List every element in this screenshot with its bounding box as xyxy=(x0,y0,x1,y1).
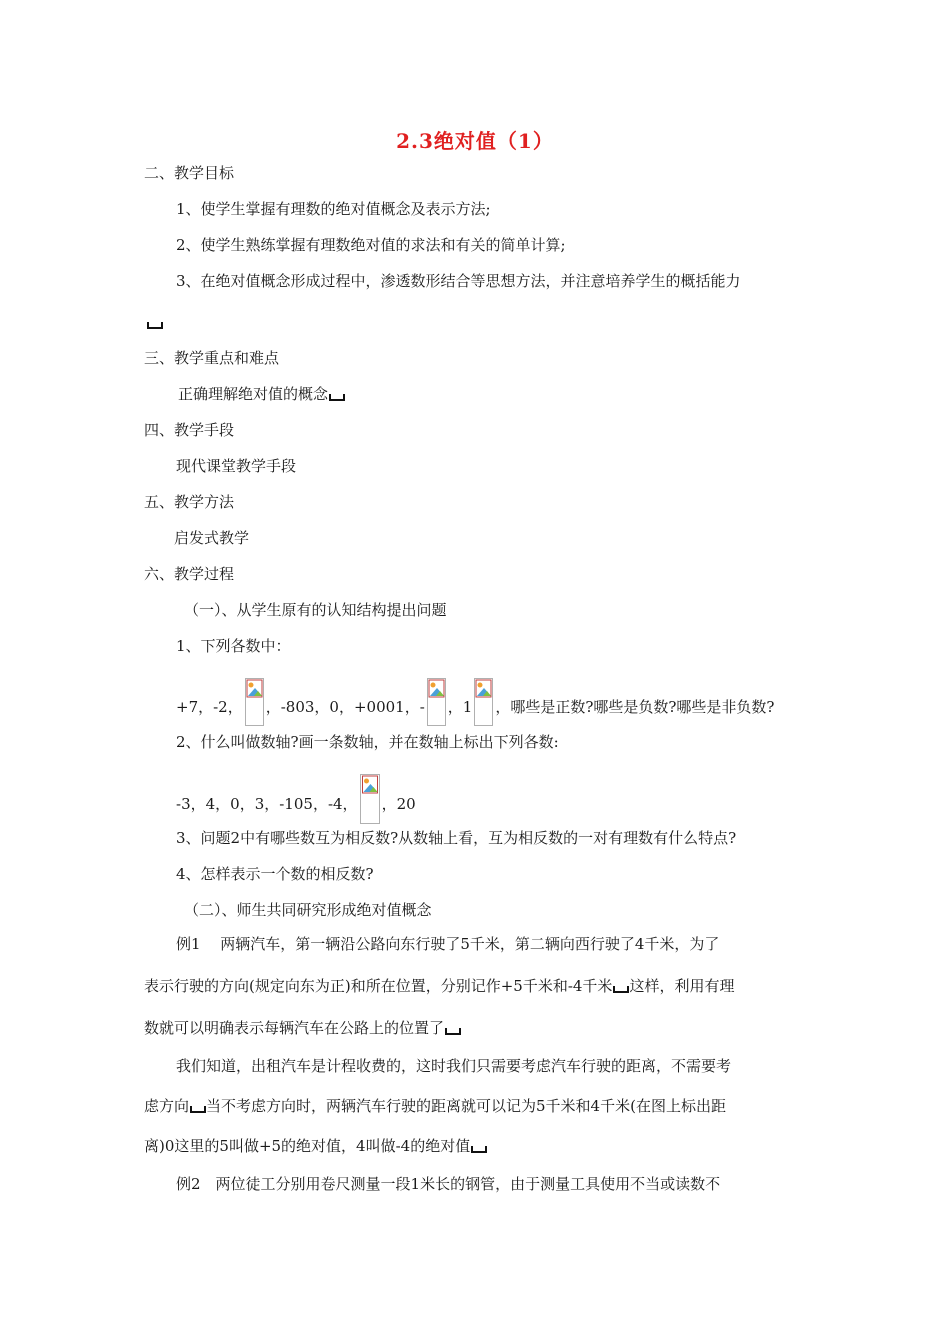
period-mark xyxy=(613,986,629,993)
means-text: 现代课堂教学手段 xyxy=(176,457,297,475)
question-2-numbers: -3，4，0，3，-105，-4， ，20 xyxy=(176,780,416,830)
section-heading-means: 四、教学手段 xyxy=(144,421,235,439)
fraction-image-placeholder xyxy=(474,678,493,726)
fraction-image-placeholder xyxy=(245,678,264,726)
example-1-line-3: 数就可以明确表示每辆汽车在公路上的位置了 xyxy=(144,1018,461,1038)
section-heading-method: 五、教学方法 xyxy=(144,493,235,511)
period-mark xyxy=(147,322,163,329)
question-1-numbers: +7，-2， ，-803，0，+0001，- ，1 ，哪些是正数?哪些是负数?哪些是非负数? xyxy=(176,684,774,732)
question-2: 2、什么叫做数轴?画一条数轴，并在数轴上标出下列各数: xyxy=(176,733,559,751)
section-heading-goals: 二、教学目标 xyxy=(144,164,235,182)
paragraph-line-3: 离)0这里的5叫做+5的绝对值，4叫做-4的绝对值 xyxy=(144,1136,487,1156)
subsection-heading-1: （一）、从学生原有的认知结构提出问题 xyxy=(184,601,447,619)
section-heading-process: 六、教学过程 xyxy=(144,565,235,583)
paragraph-line-1: 我们知道，出租汽车是计程收费的，这时我们只需要考虑汽车行驶的距离，不需要考 xyxy=(176,1057,732,1075)
section-heading-key-points: 三、教学重点和难点 xyxy=(144,349,280,367)
period-mark xyxy=(329,394,345,401)
question-3: 3、问题2中有哪些数互为相反数?从数轴上看，互为相反数的一对有理数有什么特点? xyxy=(176,829,737,847)
goal-item-2: 2、使学生熟练掌握有理数绝对值的求法和有关的简单计算; xyxy=(176,236,566,254)
period-mark xyxy=(471,1146,487,1153)
question-1: 1、下列各数中： xyxy=(176,637,291,655)
key-points-text: 正确理解绝对值的概念 xyxy=(178,384,345,404)
example-1-line-2: 表示行驶的方向(规定向东为正)和所在位置，分别记作+5千米和-4千米 这样，利用有理 xyxy=(144,977,735,995)
paragraph-line-2: 虑方向 当不考虑方向时，两辆汽车行驶的距离就可以记为5千米和4千米(在图上标出距 xyxy=(144,1097,726,1115)
page-title: 2.3绝对值（1） xyxy=(396,129,554,153)
example-2-line-1: 例2 两位徒工分别用卷尺测量一段1米长的钢管，由于测量工具使用不当或读数不 xyxy=(176,1175,721,1193)
goal-item-3: 3、在绝对值概念形成过程中，渗透数形结合等思想方法，并注意培养学生的概括能力 xyxy=(176,272,741,290)
method-text: 启发式教学 xyxy=(174,529,250,547)
goal-item-1: 1、使学生掌握有理数的绝对值概念及表示方法; xyxy=(176,200,491,218)
period-mark xyxy=(445,1028,461,1035)
period-mark xyxy=(190,1106,206,1113)
fraction-image-placeholder xyxy=(360,774,380,824)
question-4: 4、怎样表示一个数的相反数? xyxy=(176,865,374,883)
subsection-heading-2: （二）、师生共同研究形成绝对值概念 xyxy=(184,901,432,919)
example-1-line-1: 例1 两辆汽车，第一辆沿公路向东行驶了5千米，第二辆向西行驶了4千米，为了 xyxy=(176,935,720,953)
fraction-image-placeholder xyxy=(427,678,446,726)
